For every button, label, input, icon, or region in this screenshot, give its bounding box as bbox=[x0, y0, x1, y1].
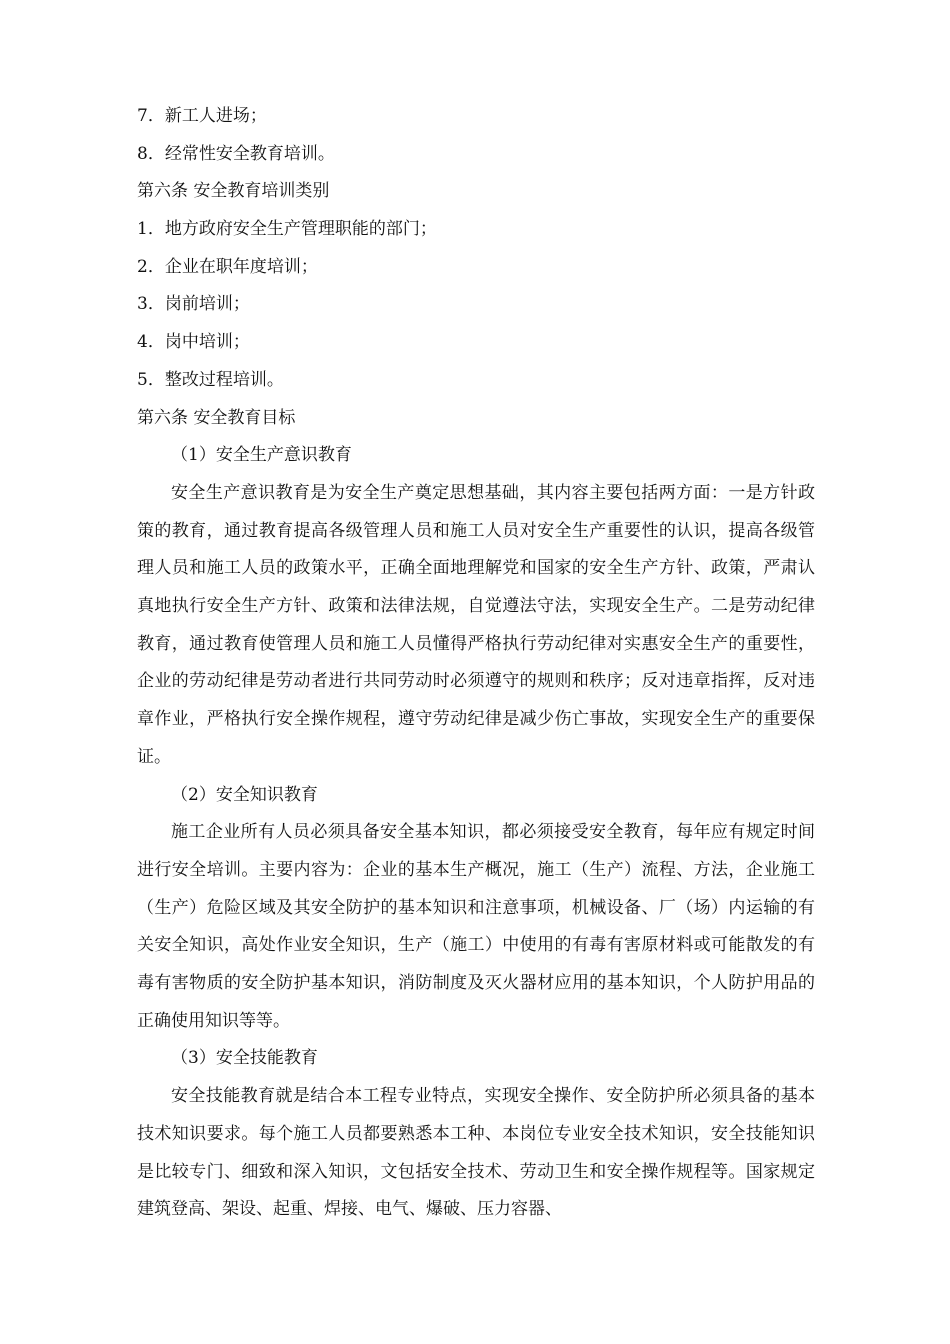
section-paragraph: 安全生产意识教育是为安全生产奠定思想基础，其内容主要包括两方面：一是方针政策的教育，通过教育提高各级管理人员和施工人员对安全生产重要性的认识，提高各级管理人员和施工人员的政策水平，正确全面地理解党和国家的安全生产方针、政策，严肃认真地执行安全生产方针、政策和法律法规，自觉遵法守法，实现安全生产。二是劳动纪律教育，通过教育使管理人员和施工人员懂得严格执行劳动纪律对实惠安全生产的重要性，企业的劳动纪律是劳动者进行共同劳动时必须遵守的规则和秩序；反对违章指挥，反对违章作业，严格执行安全操作规程，遵守劳动纪律是减少伤亡事故，实现安全生产的重要保证。 bbox=[137, 482, 815, 767]
article-heading: 第六条 安全教育培训类别 bbox=[137, 181, 330, 202]
document-body bbox=[137, 98, 815, 1229]
list-item: 7．新工人进场； bbox=[137, 106, 267, 126]
section-paragraph: 安全技能教育就是结合本工程专业特点，实现安全操作、安全防护所必须具备的基本技术知识要求。每个施工人员都要熟悉本工种、本岗位专业安全技术知识，安全技能知识是比较专门、细致和深入知识，文包括安全技术、劳动卫生和安全操作规程等。国家规定建筑登高、架设、起重、焊接、电气、爆破、压力容器、 bbox=[137, 1086, 815, 1220]
list-item: 4．岗中培训； bbox=[137, 332, 250, 353]
section-heading: （1）安全生产意识教育 bbox=[171, 445, 352, 466]
section-paragraph: 施工企业所有人员必须具备安全基本知识，都必须接受安全教育，每年应有规定时间进行安全培训。主要内容为：企业的基本生产概况，施工（生产）流程、方法，企业施工（生产）危险区域及其安全防护的基本知识和注意事项，机械设备、厂（场）内运输的有关安全知识，高处作业安全知识，生产（施工）中使用的有毒有害原材料或可能散发的有毒有害物质的安全防护基本知识，消防制度及灭火器材应用的基本知识，个人防护用品的正确使用知识等等。 bbox=[137, 822, 815, 1031]
list-item: 3．岗前培训； bbox=[137, 294, 250, 315]
list-item: 2．企业在职年度培训； bbox=[137, 256, 318, 277]
article-heading: 第六条 安全教育目标 bbox=[137, 407, 296, 428]
list-item: 5．整改过程培训。 bbox=[137, 369, 284, 390]
section-heading: （3）安全技能教育 bbox=[171, 1048, 318, 1069]
section-heading: （2）安全知识教育 bbox=[171, 784, 318, 805]
list-item: 1．地方政府安全生产管理职能的部门； bbox=[137, 219, 437, 240]
list-item: 8．经常性安全教育培训。 bbox=[137, 143, 335, 164]
